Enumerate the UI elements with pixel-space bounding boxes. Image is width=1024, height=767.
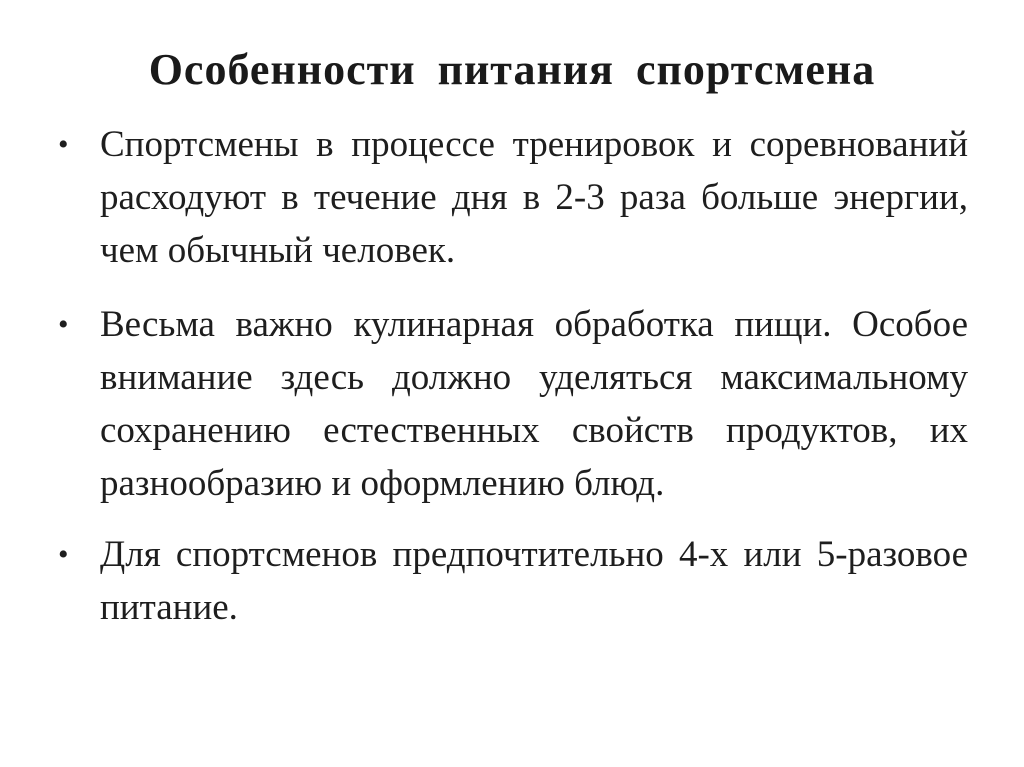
bullet-item	[58, 528, 968, 634]
bullet-marker: •	[58, 308, 69, 341]
slide-title: Особенности питания спортсмена	[148, 45, 876, 94]
bullet-item	[58, 298, 968, 510]
bullet-text: Для спортсменов предпочтительно 4-х или 5-разовое питание.	[100, 534, 968, 628]
bullet-list	[58, 118, 968, 634]
bullet-marker: •	[58, 538, 69, 571]
bullet-text: Весьма важно кулинарная обработка пищи. Особое внимание здесь должно уделяться максимальному сохранению естественных свойств продуктов, их разнообразию и оформлению блюд.	[100, 304, 968, 504]
bullet-item	[58, 118, 968, 277]
bullet-marker: •	[58, 128, 69, 161]
bullet-text: Спортсмены в процессе тренировок и соревнований расходуют в течение дня в 2-3 раза больше энергии, чем обычный человек.	[100, 124, 968, 271]
